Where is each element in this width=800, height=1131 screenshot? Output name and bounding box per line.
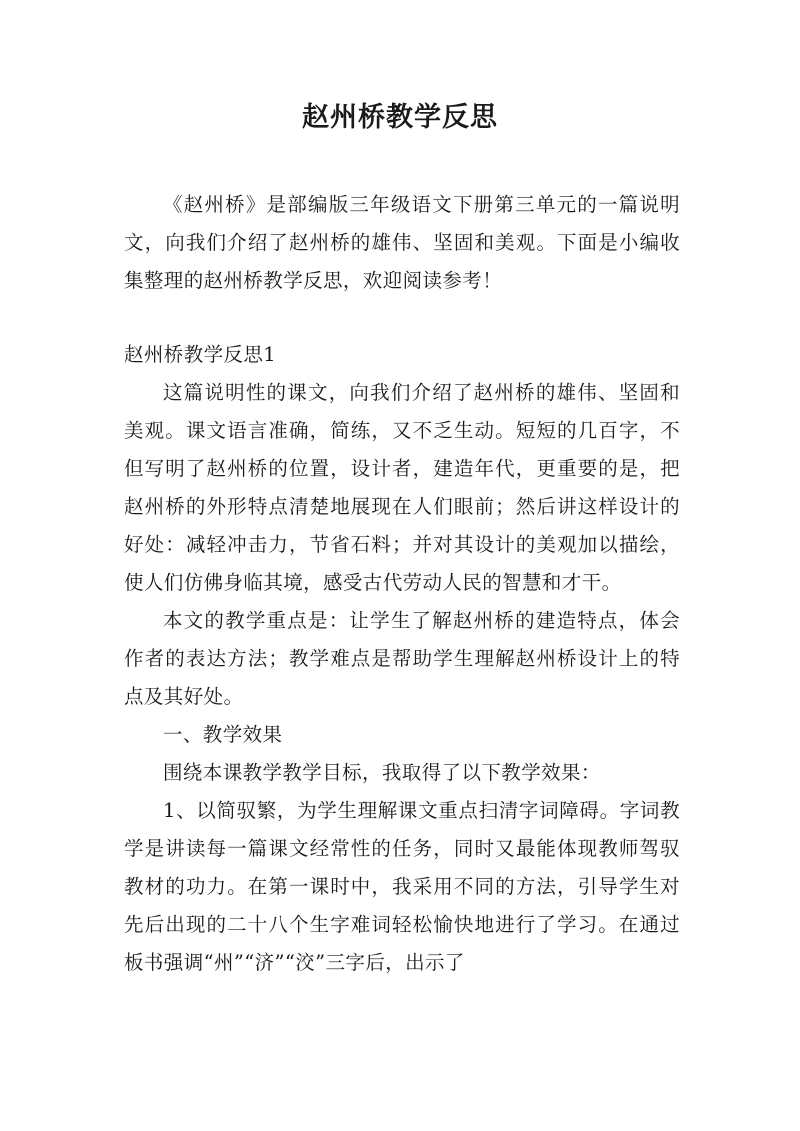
document-title: 赵州桥教学反思 <box>302 102 498 133</box>
section-title: 赵州桥教学反思1 <box>124 343 277 366</box>
body-paragraph: 1、以简驭繁，为学生理解课文重点扫清字词障碍。字词教学是讲读每一篇课文经常性的任务，同时又最能体现教师驾驭教材的功力。在第一课时中，我采用不同的方法，引导学生对先后出现的二十八个生字难词轻松愉快地进行了学习。在通过板书强调“州”“济”“洨”三字后，出示了 <box>124 799 680 974</box>
intro-paragraph: 《赵州桥》是部编版三年级语文下册第三单元的一篇说明文，向我们介绍了赵州桥的雄伟、坚固和美观。下面是小编收集整理的赵州桥教学反思，欢迎阅读参考！ <box>124 193 680 292</box>
subheading-teaching-effect: 一、教学效果 <box>163 723 283 746</box>
body-paragraph: 围绕本课教学教学目标，我取得了以下教学效果： <box>163 761 601 784</box>
body-paragraph: 本文的教学重点是：让学生了解赵州桥的建造特点，体会作者的表达方法；教学难点是帮助学生理解赵州桥设计上的特点及其好处。 <box>124 609 680 708</box>
document-body <box>124 186 680 982</box>
body-paragraph: 这篇说明性的课文，向我们介绍了赵州桥的雄伟、坚固和美观。课文语言准确，简练，又不乏生动。短短的几百字，不但写明了赵州桥的位置，设计者，建造年代，更重要的是，把赵州桥的外形特点清楚地展现在人们眼前；然后讲这样设计的好处：减轻冲击力，节省石料；并对其设计的美观加以描绘，使人们仿佛身临其境，感受古代劳动人民的智慧和才干。 <box>124 381 680 594</box>
